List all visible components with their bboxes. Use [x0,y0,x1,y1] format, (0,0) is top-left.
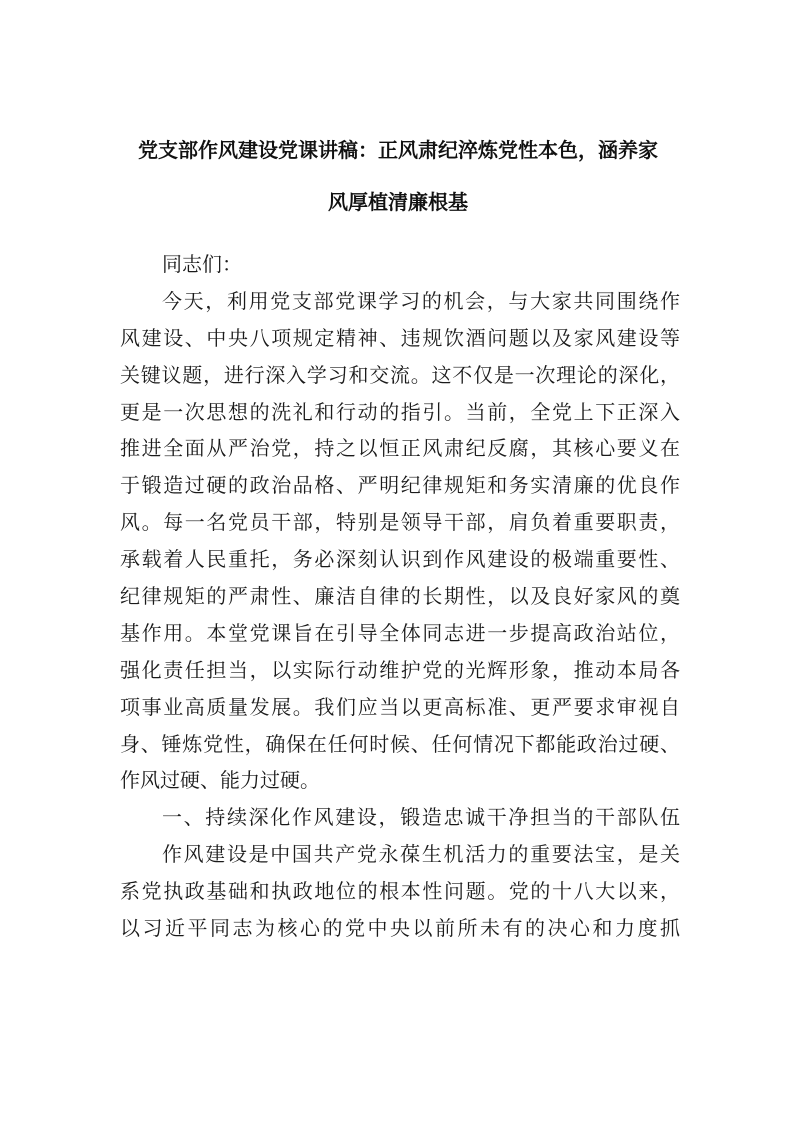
section-heading: 一、持续深化作风建设，锻造忠诚干净担当的干部队伍 [162,805,680,830]
paragraph-line: 承载着人民重托，务必深刻认识到作风建设的极端重要性、 [120,547,680,572]
title-line: 风厚植清廉根基 [328,190,468,214]
paragraph-line: 今天，利用党支部党课学习的机会，与大家共同围绕作 [162,288,680,313]
paragraph-line: 作风建设是中国共产党永葆生机活力的重要法宝，是关 [162,842,680,867]
paragraph-line: 作风过硬、能力过硬。 [120,768,320,793]
paragraph-line: 强化责任担当，以实际行动维护党的光辉形象，推动本局各 [120,657,680,682]
paragraph-line: 纪律规矩的严肃性、廉洁自律的长期性，以及良好家风的奠 [120,584,680,609]
paragraph-line: 推进全面从严治党，持之以恒正风肃纪反腐，其核心要义在 [120,436,680,461]
paragraph-line: 于锻造过硬的政治品格、严明纪律规矩和务实清廉的优良作 [120,473,680,498]
paragraph-introduction [120,283,680,799]
paragraph-line: 风。每一名党员干部，特别是领导干部，肩负着重要职责， [120,510,680,535]
document-title [118,124,678,228]
paragraph-line: 项事业高质量发展。我们应当以更高标准、更严要求审视自 [120,694,680,719]
paragraph-line: 基作用。本堂党课旨在引导全体同志进一步提高政治站位， [120,620,680,645]
paragraph-line: 身、锤炼党性，确保在任何时候、任何情况下都能政治过硬、 [120,731,680,756]
paragraph-line: 风建设、中央八项规定精神、违规饮酒问题以及家风建设等 [120,325,680,350]
document-body [120,246,680,947]
paragraph-line: 系党执政基础和执政地位的根本性问题。党的十八大以来， [120,879,680,904]
paragraph-line: 以习近平同志为核心的党中央以前所未有的决心和力度抓 [120,916,680,941]
greeting: 同志们： [162,252,242,276]
paragraph-line: 关键议题，进行深入学习和交流。这不仅是一次理论的深化， [120,362,680,387]
paragraph-section-one [120,836,680,947]
paragraph-line: 更是一次思想的洗礼和行动的指引。当前，全党上下正深入 [120,399,680,424]
title-line: 党支部作风建设党课讲稿：正风肃纪淬炼党性本色，涵养家 [138,138,658,162]
